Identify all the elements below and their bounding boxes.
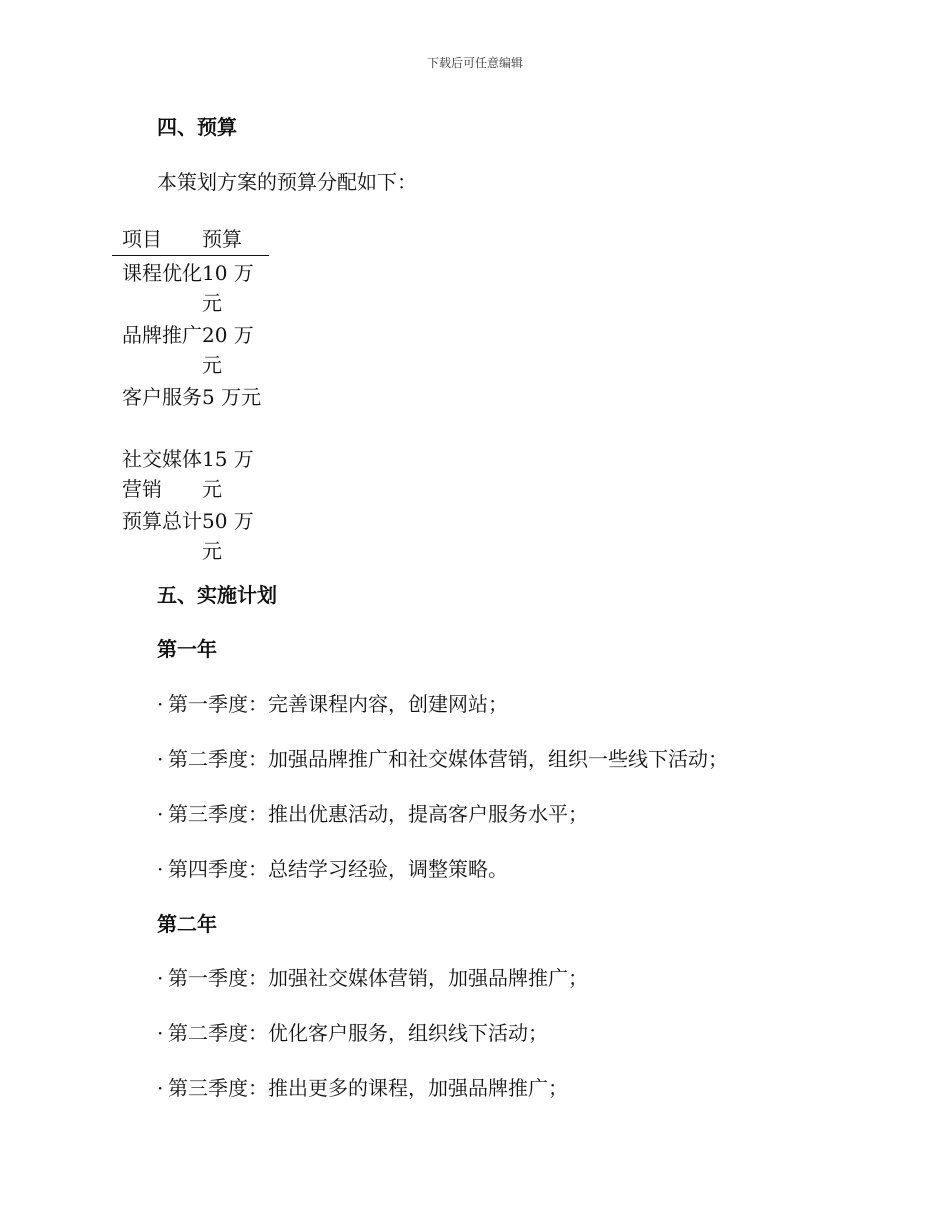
bullet-icon: · (157, 747, 164, 771)
column-header-budget: 预算 (202, 227, 242, 251)
section-4-title: 四、预算 (157, 115, 237, 139)
table-row (112, 380, 269, 442)
budget-table (112, 224, 269, 566)
year-2-title: 第二年 (157, 912, 217, 936)
list-item (157, 1020, 548, 1046)
year-1-title: 第一年 (157, 637, 217, 661)
budget-table-header (112, 224, 269, 256)
list-item (157, 965, 588, 991)
row-item: 预算总计 (122, 509, 202, 533)
list-item (157, 856, 508, 882)
row-amount: 15 万元 (202, 447, 254, 501)
table-row (112, 442, 269, 504)
bullet-icon: · (157, 1021, 164, 1045)
list-item-text: 第一季度：完善课程内容，创建网站； (168, 692, 508, 716)
column-header-item: 项目 (122, 227, 162, 251)
list-item (157, 746, 728, 772)
row-amount: 10 万元 (202, 261, 254, 315)
bullet-icon: · (157, 966, 164, 990)
table-row (112, 256, 269, 318)
bullet-icon: · (157, 857, 164, 881)
row-amount: 5 万元 (202, 385, 262, 409)
row-item: 品牌推广 (122, 323, 202, 347)
bullet-icon: · (157, 692, 164, 716)
table-row (112, 504, 269, 566)
list-item-text: 第四季度：总结学习经验，调整策略。 (168, 857, 508, 881)
row-item: 社交媒体营销 (122, 447, 202, 501)
list-item-text: 第二季度：加强品牌推广和社交媒体营销，组织一些线下活动； (168, 747, 728, 771)
list-item-text: 第三季度：推出优惠活动，提高客户服务水平； (168, 802, 588, 826)
list-item (157, 1075, 568, 1101)
list-item (157, 801, 588, 827)
list-item-text: 第二季度：优化客户服务，组织线下活动； (168, 1021, 548, 1045)
list-item-text: 第一季度：加强社交媒体营销，加强品牌推广； (168, 966, 588, 990)
bullet-icon: · (157, 802, 164, 826)
budget-intro: 本策划方案的预算分配如下： (157, 170, 417, 194)
row-amount: 50 万元 (202, 509, 254, 563)
list-item-text: 第三季度：推出更多的课程，加强品牌推广； (168, 1076, 568, 1100)
row-item: 课程优化 (122, 261, 202, 285)
bullet-icon: · (157, 1076, 164, 1100)
list-item (157, 691, 508, 717)
table-row (112, 318, 269, 380)
section-5-title: 五、实施计划 (157, 583, 277, 607)
row-amount: 20 万元 (202, 323, 254, 377)
row-item: 客户服务 (122, 385, 202, 409)
page-header: 下载后可任意编辑 (426, 56, 523, 70)
